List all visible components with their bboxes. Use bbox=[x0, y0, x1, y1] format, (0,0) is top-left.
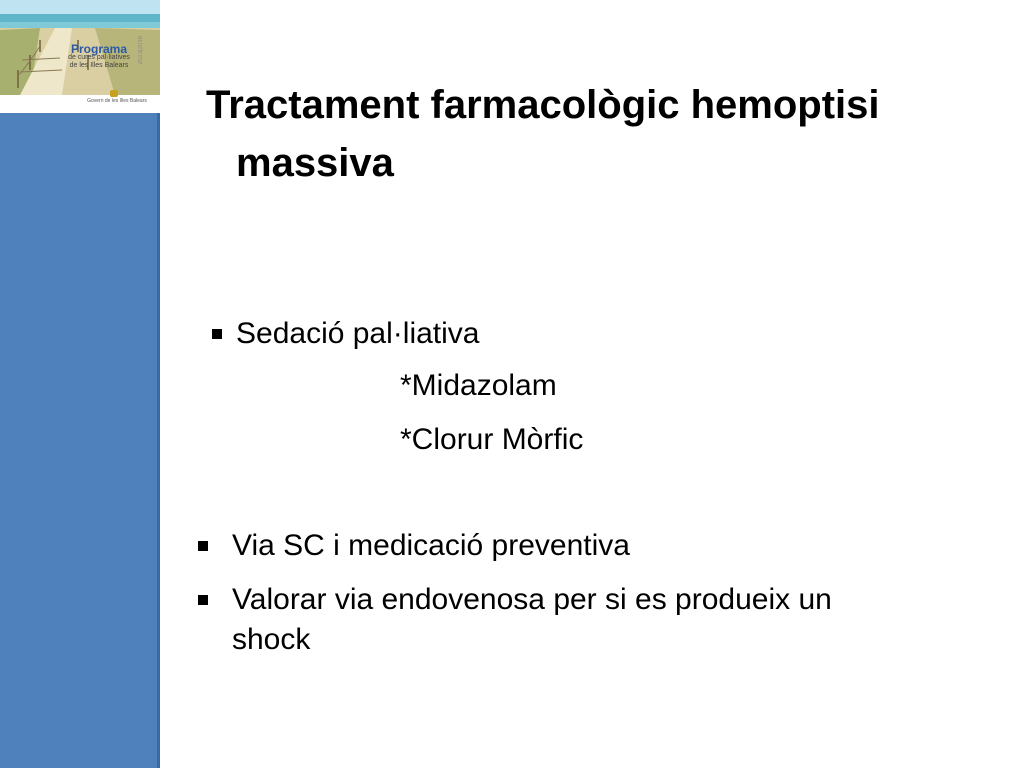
sub-item: *Midazolam bbox=[400, 369, 557, 402]
government-emblem-icon bbox=[110, 90, 118, 97]
cover-years: 2013|2016 bbox=[138, 36, 144, 65]
bullet-text-line1: Valorar via endovenosa per si es produeix un bbox=[232, 583, 832, 616]
slide-title-line2: massiva bbox=[236, 141, 394, 185]
square-bullet-icon bbox=[198, 595, 208, 605]
side-panel bbox=[0, 0, 160, 768]
program-cover-image bbox=[0, 0, 160, 114]
square-bullet-icon bbox=[198, 541, 208, 551]
bullet-item bbox=[198, 580, 988, 660]
cover-title-big: Programa bbox=[70, 42, 128, 56]
slide-title bbox=[206, 76, 986, 192]
bullet-text-line2: shock bbox=[232, 623, 311, 656]
bullet-text: Sedació pal·liativa bbox=[236, 317, 480, 350]
cover-title-line2: de cures pal·liatives bbox=[68, 54, 130, 61]
cover-title bbox=[54, 44, 144, 70]
slide-title-line1: Tractament farmacològic hemoptisi bbox=[206, 83, 880, 127]
side-blue-bar bbox=[0, 113, 160, 768]
bullet-item bbox=[212, 314, 479, 354]
cover-title-line3: de les Illes Balears bbox=[69, 62, 129, 69]
bullet-item bbox=[198, 526, 630, 566]
square-bullet-icon bbox=[212, 329, 222, 339]
bullet-text: Via SC i medicació preventiva bbox=[232, 529, 630, 562]
sub-item: *Clorur Mòrfic bbox=[400, 423, 584, 456]
bullet-text bbox=[232, 580, 832, 660]
cover-government: Govern de les Illes Balears bbox=[87, 98, 147, 104]
